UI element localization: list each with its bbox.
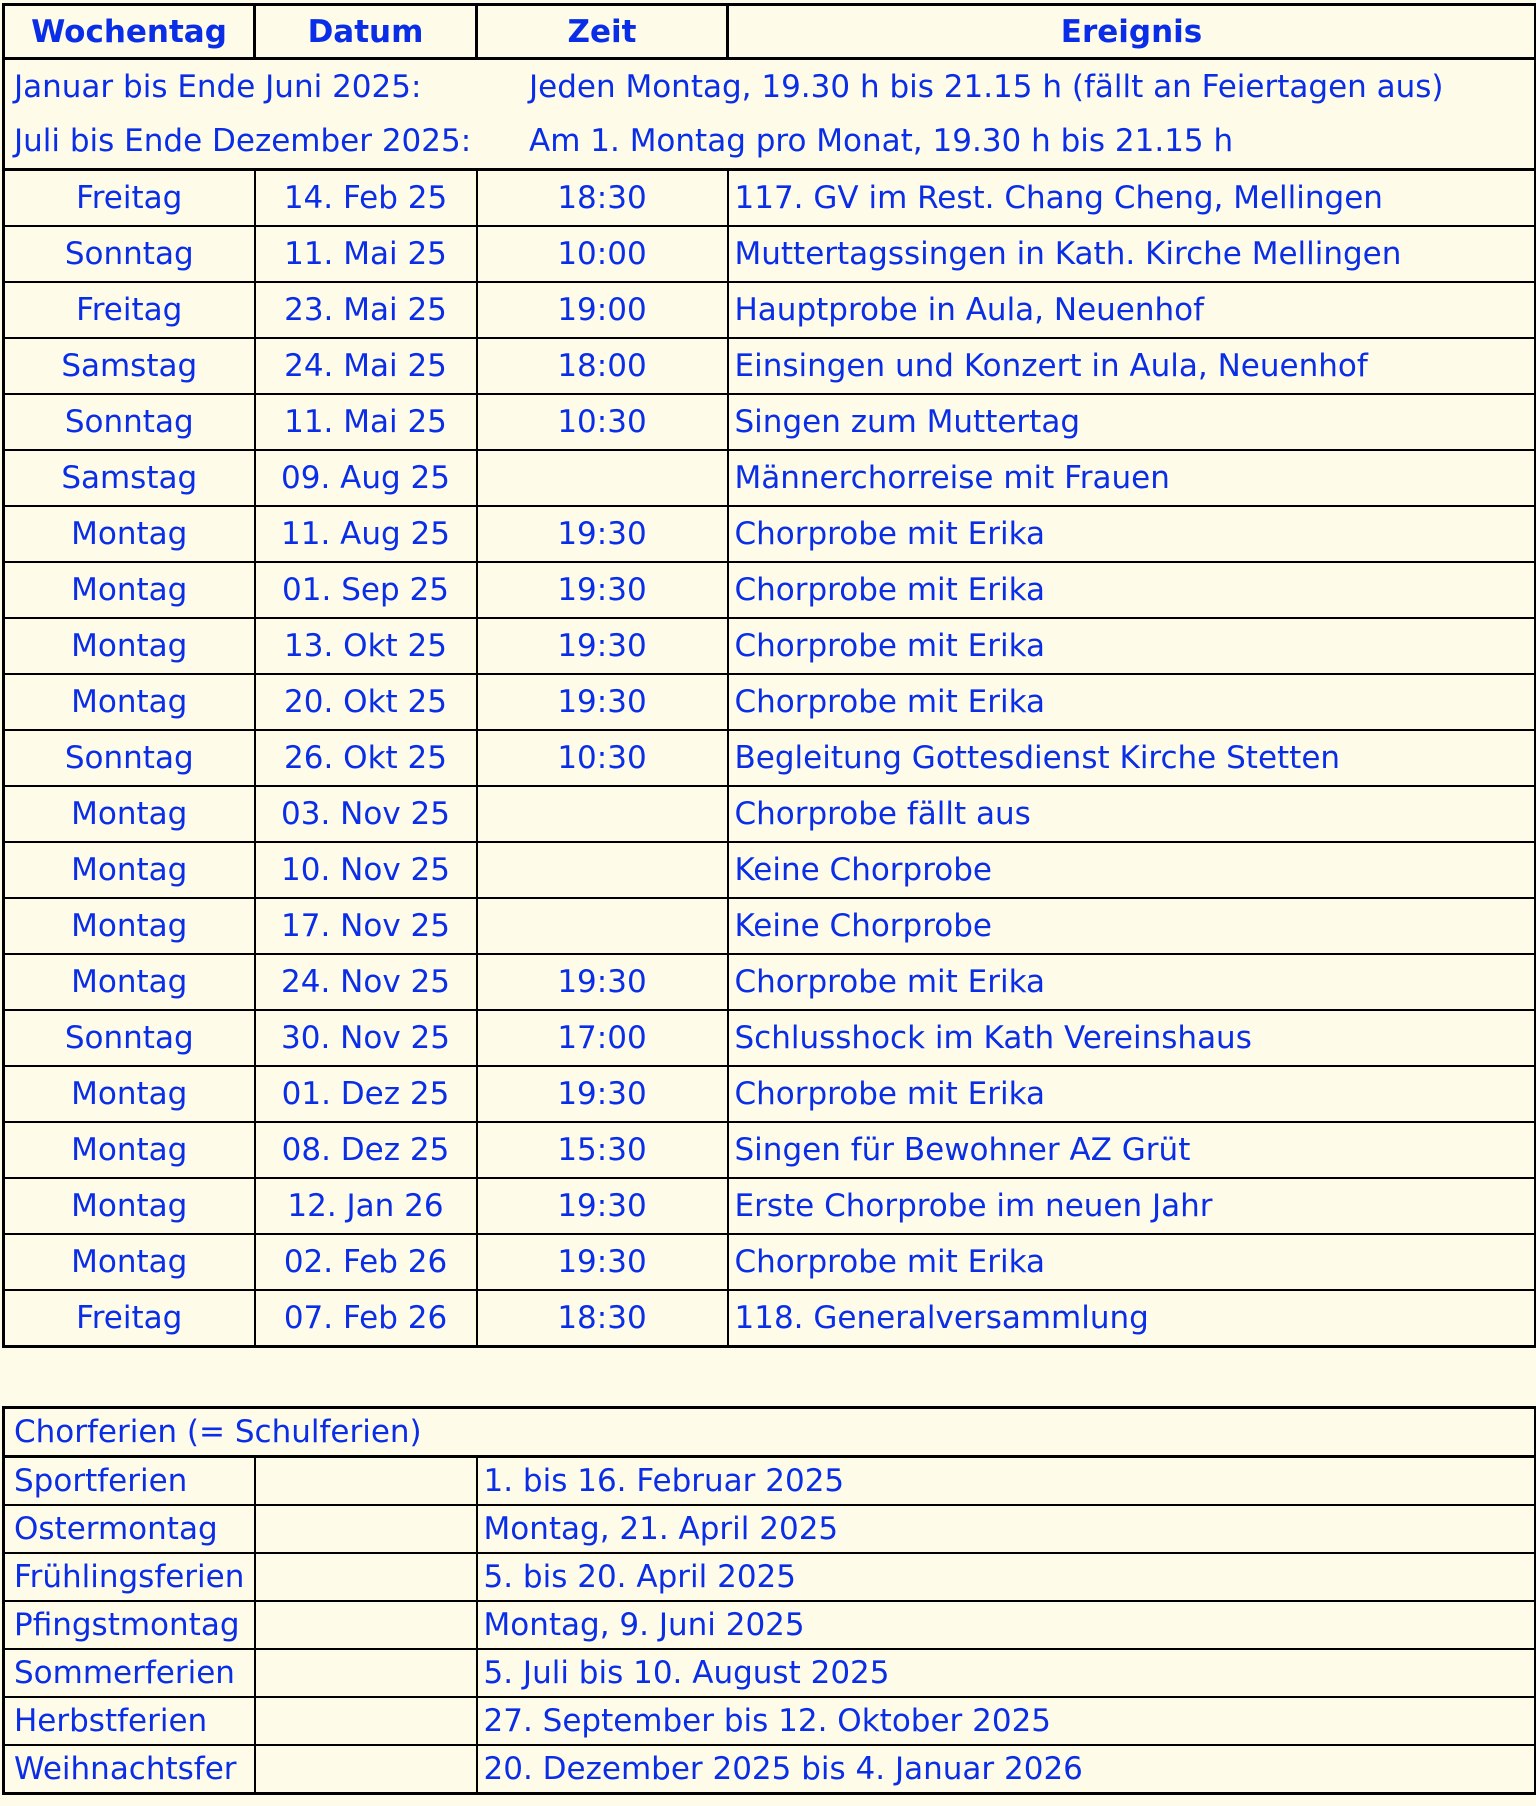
note-text: Am 1. Montag pro Monat, 19.30 h bis 21.15 h (529, 123, 1234, 159)
event-date: 30. Nov 25 (255, 1010, 477, 1066)
event-time (477, 842, 728, 898)
event-day: Samstag (4, 338, 255, 394)
event-name: Begleitung Gottesdienst Kirche Stetten (728, 730, 1536, 786)
event-day: Montag (4, 1066, 255, 1122)
event-time: 10:30 (477, 730, 728, 786)
event-name: Schlusshock im Kath Vereinshaus (728, 1010, 1536, 1066)
event-row (4, 1122, 1536, 1178)
event-name: Chorprobe mit Erika (728, 954, 1536, 1010)
header-row (4, 5, 1536, 59)
event-row (4, 338, 1536, 394)
event-name: Chorprobe mit Erika (728, 1234, 1536, 1290)
holiday-name: Frühlingsferien (4, 1553, 255, 1601)
event-day: Montag (4, 674, 255, 730)
event-day: Montag (4, 506, 255, 562)
event-day: Samstag (4, 450, 255, 506)
event-time: 18:00 (477, 338, 728, 394)
holiday-spacer (255, 1601, 477, 1649)
event-day: Sonntag (4, 226, 255, 282)
holiday-row (4, 1553, 1536, 1601)
holidays-table (2, 1406, 1536, 1795)
event-date: 12. Jan 26 (255, 1178, 477, 1234)
header-weekday: Wochentag (4, 5, 255, 59)
event-time (477, 898, 728, 954)
event-row (4, 562, 1536, 618)
event-name: Chorprobe fällt aus (728, 786, 1536, 842)
event-date: 07. Feb 26 (255, 1290, 477, 1347)
event-name: Keine Chorprobe (728, 842, 1536, 898)
holiday-name: Ostermontag (4, 1505, 255, 1553)
event-date: 11. Aug 25 (255, 506, 477, 562)
event-date: 11. Mai 25 (255, 394, 477, 450)
holiday-row (4, 1745, 1536, 1794)
event-date: 14. Feb 25 (255, 170, 477, 227)
event-row (4, 170, 1536, 227)
event-date: 24. Nov 25 (255, 954, 477, 1010)
event-row (4, 1066, 1536, 1122)
event-day: Montag (4, 1122, 255, 1178)
event-time: 19:30 (477, 1234, 728, 1290)
event-date: 23. Mai 25 (255, 282, 477, 338)
note-label: Januar bis Ende Juni 2025: (14, 69, 422, 105)
holiday-name: Weihnachtsfer (4, 1745, 255, 1794)
event-day: Montag (4, 786, 255, 842)
event-day: Sonntag (4, 394, 255, 450)
event-time: 15:30 (477, 1122, 728, 1178)
event-time: 19:30 (477, 674, 728, 730)
holiday-spacer (255, 1649, 477, 1697)
event-name: Männerchorreise mit Frauen (728, 450, 1536, 506)
holidays-title: Chorferien (= Schulferien) (4, 1408, 1536, 1457)
event-date: 09. Aug 25 (255, 450, 477, 506)
event-date: 01. Dez 25 (255, 1066, 477, 1122)
event-time (477, 786, 728, 842)
event-day: Sonntag (4, 1010, 255, 1066)
event-name: Einsingen und Konzert in Aula, Neuenhof (728, 338, 1536, 394)
event-date: 10. Nov 25 (255, 842, 477, 898)
event-date: 02. Feb 26 (255, 1234, 477, 1290)
event-name: Chorprobe mit Erika (728, 618, 1536, 674)
holiday-spacer (255, 1745, 477, 1794)
event-row (4, 506, 1536, 562)
event-time: 19:00 (477, 282, 728, 338)
event-name: 118. Generalversammlung (728, 1290, 1536, 1347)
event-name: 117. GV im Rest. Chang Cheng, Mellingen (728, 170, 1536, 227)
event-day: Montag (4, 898, 255, 954)
holiday-row (4, 1649, 1536, 1697)
event-row (4, 1178, 1536, 1234)
event-date: 26. Okt 25 (255, 730, 477, 786)
holiday-row (4, 1505, 1536, 1553)
holiday-dates: 27. September bis 12. Oktober 2025 (477, 1697, 1536, 1745)
header-date: Datum (255, 5, 477, 59)
note-row (4, 59, 1536, 115)
holiday-name: Herbstferien (4, 1697, 255, 1745)
event-time: 18:30 (477, 170, 728, 227)
event-day: Freitag (4, 282, 255, 338)
note-label: Juli bis Ende Dezember 2025: (14, 123, 472, 159)
note-text: Jeden Montag, 19.30 h bis 21.15 h (fällt an Feiertagen aus) (529, 69, 1444, 105)
event-row (4, 842, 1536, 898)
event-name: Singen zum Muttertag (728, 394, 1536, 450)
event-day: Montag (4, 1178, 255, 1234)
event-time: 10:00 (477, 226, 728, 282)
event-row (4, 898, 1536, 954)
event-name: Muttertagssingen in Kath. Kirche Mellingen (728, 226, 1536, 282)
holiday-dates: 20. Dezember 2025 bis 4. Januar 2026 (477, 1745, 1536, 1794)
event-time: 19:30 (477, 1066, 728, 1122)
event-row (4, 450, 1536, 506)
event-time: 10:30 (477, 394, 728, 450)
event-row (4, 786, 1536, 842)
event-row (4, 1234, 1536, 1290)
holiday-spacer (255, 1553, 477, 1601)
holiday-dates: 1. bis 16. Februar 2025 (477, 1457, 1536, 1506)
holiday-spacer (255, 1697, 477, 1745)
event-date: 01. Sep 25 (255, 562, 477, 618)
holiday-spacer (255, 1457, 477, 1506)
holiday-spacer (255, 1505, 477, 1553)
event-time (477, 450, 728, 506)
holiday-row (4, 1457, 1536, 1506)
event-row (4, 730, 1536, 786)
schedule-table (2, 3, 1536, 1348)
event-date: 17. Nov 25 (255, 898, 477, 954)
event-row (4, 674, 1536, 730)
header-time: Zeit (477, 5, 728, 59)
event-row (4, 1010, 1536, 1066)
holiday-row (4, 1697, 1536, 1745)
holiday-dates: 5. Juli bis 10. August 2025 (477, 1649, 1536, 1697)
event-row (4, 282, 1536, 338)
header-event: Ereignis (728, 5, 1536, 59)
event-time: 19:30 (477, 562, 728, 618)
event-day: Montag (4, 842, 255, 898)
event-date: 24. Mai 25 (255, 338, 477, 394)
event-day: Montag (4, 954, 255, 1010)
event-day: Freitag (4, 170, 255, 227)
event-name: Hauptprobe in Aula, Neuenhof (728, 282, 1536, 338)
event-date: 13. Okt 25 (255, 618, 477, 674)
holiday-dates: Montag, 21. April 2025 (477, 1505, 1536, 1553)
event-day: Montag (4, 1234, 255, 1290)
event-name: Keine Chorprobe (728, 898, 1536, 954)
event-day: Freitag (4, 1290, 255, 1347)
event-day: Montag (4, 562, 255, 618)
event-name: Chorprobe mit Erika (728, 1066, 1536, 1122)
event-date: 03. Nov 25 (255, 786, 477, 842)
event-row (4, 954, 1536, 1010)
event-name: Chorprobe mit Erika (728, 674, 1536, 730)
event-name: Chorprobe mit Erika (728, 562, 1536, 618)
event-row (4, 394, 1536, 450)
holiday-name: Sommerferien (4, 1649, 255, 1697)
event-row (4, 226, 1536, 282)
event-time: 19:30 (477, 506, 728, 562)
event-row (4, 618, 1536, 674)
holiday-name: Pfingstmontag (4, 1601, 255, 1649)
event-time: 19:30 (477, 954, 728, 1010)
event-name: Chorprobe mit Erika (728, 506, 1536, 562)
holiday-name: Sportferien (4, 1457, 255, 1506)
event-name: Erste Chorprobe im neuen Jahr (728, 1178, 1536, 1234)
event-time: 19:30 (477, 1178, 728, 1234)
event-time: 19:30 (477, 618, 728, 674)
note-row (4, 114, 1536, 170)
event-day: Montag (4, 618, 255, 674)
holiday-dates: 5. bis 20. April 2025 (477, 1553, 1536, 1601)
event-time: 17:00 (477, 1010, 728, 1066)
event-date: 08. Dez 25 (255, 1122, 477, 1178)
holiday-dates: Montag, 9. Juni 2025 (477, 1601, 1536, 1649)
event-time: 18:30 (477, 1290, 728, 1347)
event-date: 20. Okt 25 (255, 674, 477, 730)
event-name: Singen für Bewohner AZ Grüt (728, 1122, 1536, 1178)
event-date: 11. Mai 25 (255, 226, 477, 282)
holidays-title-row (4, 1408, 1536, 1457)
event-row (4, 1290, 1536, 1347)
event-day: Sonntag (4, 730, 255, 786)
holiday-row (4, 1601, 1536, 1649)
